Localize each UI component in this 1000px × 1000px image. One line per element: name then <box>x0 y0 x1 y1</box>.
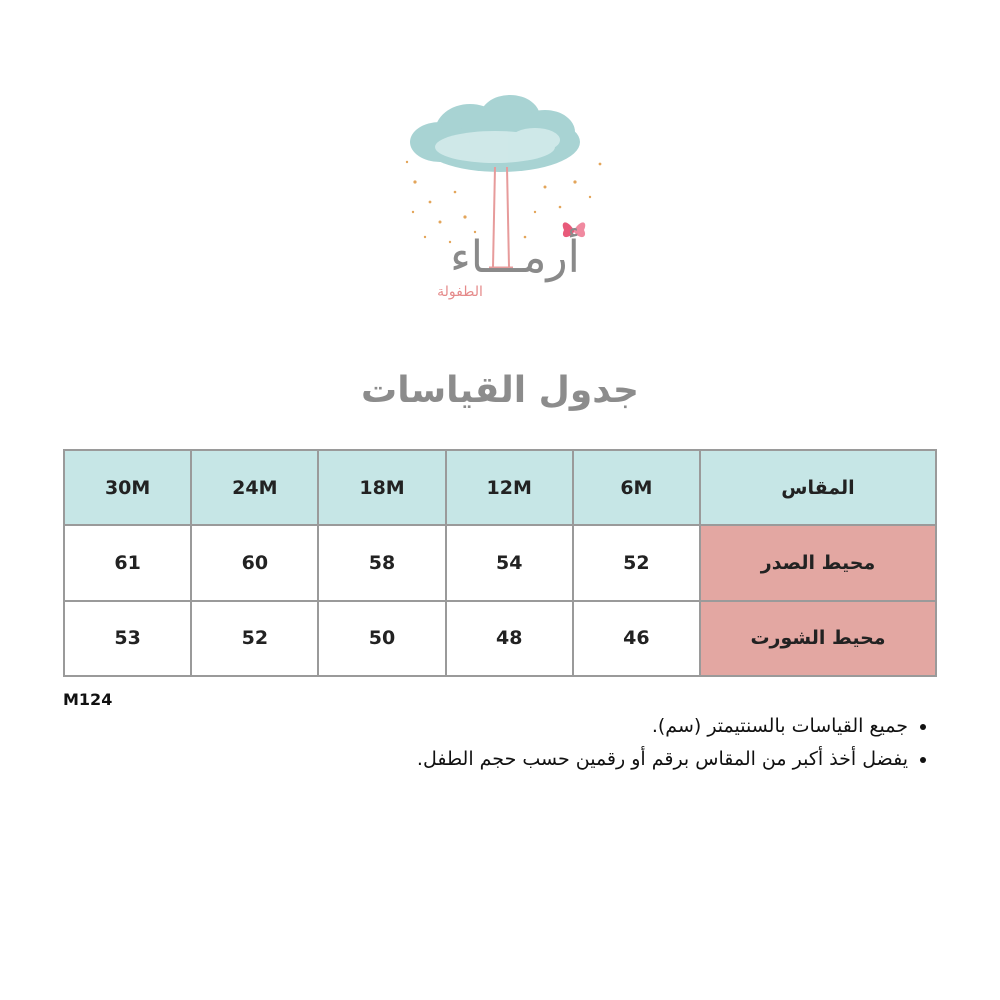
table-cell: 52 <box>191 601 318 676</box>
table-cell: 52 <box>573 525 700 600</box>
table-cell: 46 <box>573 601 700 676</box>
row-label-shorts: محيط الشورت <box>700 601 936 676</box>
size-chart-table <box>63 449 937 677</box>
list-item: • جميع القياسات بالسنتيمتر (سم). <box>417 710 908 743</box>
header-cell: 30M <box>64 450 191 525</box>
header-cell: المقاس <box>700 450 936 525</box>
list-item: • يفضل أخذ أكبر من المقاس برقم أو رقمين حسب حجم الطفل. <box>417 743 908 776</box>
table-cell: 48 <box>446 601 573 676</box>
header-cell: 24M <box>191 450 318 525</box>
table-row <box>64 601 936 676</box>
table-cell: 54 <box>446 525 573 600</box>
table-cell: 58 <box>318 525 445 600</box>
table-row <box>64 525 936 600</box>
page-title: جدول القياسات <box>361 370 639 411</box>
header-cell: 12M <box>446 450 573 525</box>
table-cell: 60 <box>191 525 318 600</box>
table-cell: 50 <box>318 601 445 676</box>
table-cell: 61 <box>64 525 191 600</box>
brand-tagline: الطفولة <box>437 284 483 300</box>
header-cell: 18M <box>318 450 445 525</box>
table-cell: 53 <box>64 601 191 676</box>
row-label-chest: محيط الصدر <box>700 525 936 600</box>
table-header-row <box>64 450 936 525</box>
notes-list <box>417 710 930 776</box>
product-code: M124 <box>63 690 113 709</box>
brand-name: أرمـــاء <box>450 232 580 283</box>
header-cell: 6M <box>573 450 700 525</box>
